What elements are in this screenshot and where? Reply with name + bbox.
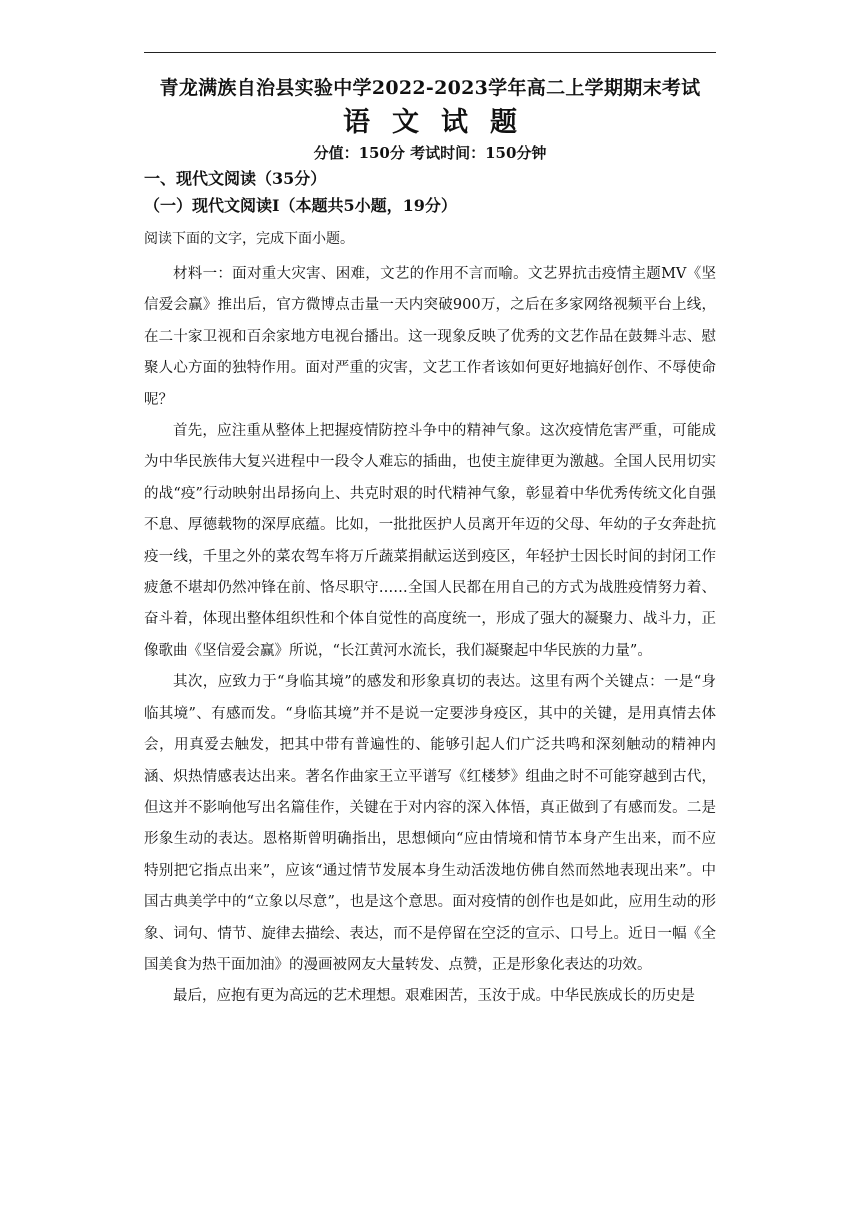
paragraph-second-point: 其次，应致力于“身临其境”的感发和形象真切的表达。这里有两个关键点：一是“身临其境”、有感而发。“身临其境”并不是说一定要涉身疫区，其中的关键，是用真情去体会，用真爱去触发，把其中带有普遍性的、能够引起人们广泛共鸣和深刻触动的精神内涵、炽热情感表达出来。著名作曲家王立平谱写《红楼梦》组曲之时不可能穿越到古代，但这并不影响他写出名篇佳作，关键在于对内容的深入体悟，真正做到了有感而发。二是形象生动的表达。恩格斯曾明确指出，思想倾向“应由情境和情节本身产生出来，而不应特别把它指点出来”，应该“通过情节发展本身生动活泼地仿佛自然而然地表现出来”。中国古典美学中的“立象以尽意”，也是这个意思。面对疫情的创作也是如此，应用生动的形象、词句、情节、旋律去描绘、表达，而不是停留在空泛的宣示、口号上。近日一幅《全国美食为热干面加油》的漫画被网友大量转发、点赞，正是形象化表达的功效。 [144,674,716,973]
paragraph-first-point: 首先，应注重从整体上把握疫情防控斗争中的精神气象。这次疫情危害严重，可能成为中华民族伟大复兴进程中一段令人难忘的插曲，也使主旋律更为激越。全国人民用切实的战“疫”行动映射出昂扬向上、共克时艰的时代精神气象，彰显着中华优秀传统文化自强不息、厚德载物的深厚底蕴。比如，一批批医护人员离开年迈的父母、年幼的子女奔赴抗疫一线，千里之外的菜农驾车将万斤蔬菜捐献运送到疫区，年轻护士因长时间的封闭工作疲惫不堪却仍然冲锋在前、恪尽职守……全国人民都在用自己的方式为战胜疫情努力着、奋斗着，体现出整体组织性和个体自觉性的高度统一，形成了强大的凝聚力、战斗力，正像歌曲《坚信爱会赢》所说，“长江黄河水流长，我们凝聚起中华民族的力量”。 [144,423,716,659]
reading-passage [144,259,716,1013]
school-title: 青龙满族自治县实验中学2022-2023学年高二上学期期末考试 [159,77,701,99]
header-rule [144,52,716,53]
reading-instruction: 阅读下面的文字，完成下面小题。 [144,231,354,247]
paragraph-material-one: 材料一：面对重大灾害、困难，文艺的作用不言而喻。文艺界抗击疫情主题MV《坚信爱会赢》推出后，官方微博点击量一天内突破900万，之后在多家网络视频平台上线，在二十家卫视和百余家地方电视台播出。这一现象反映了优秀的文艺作品在鼓舞斗志、慰聚人心方面的独特作用。面对严重的灾害，文艺工作者该如何更好地搞好创作、不辱使命呢？ [144,266,716,408]
subsection-heading: （一）现代文阅读Ⅰ（本题共5小题，19分） [144,196,457,215]
section-heading: 一、现代文阅读（35分） [144,169,327,188]
subject-title: 语文试题 [343,107,539,138]
paragraph-last-point: 最后，应抱有更为高远的艺术理想。艰难困苦，玉汝于成。中华民族成长的历史是 [173,988,695,1005]
exam-info: 分值：150分 考试时间：150分钟 [313,144,547,162]
